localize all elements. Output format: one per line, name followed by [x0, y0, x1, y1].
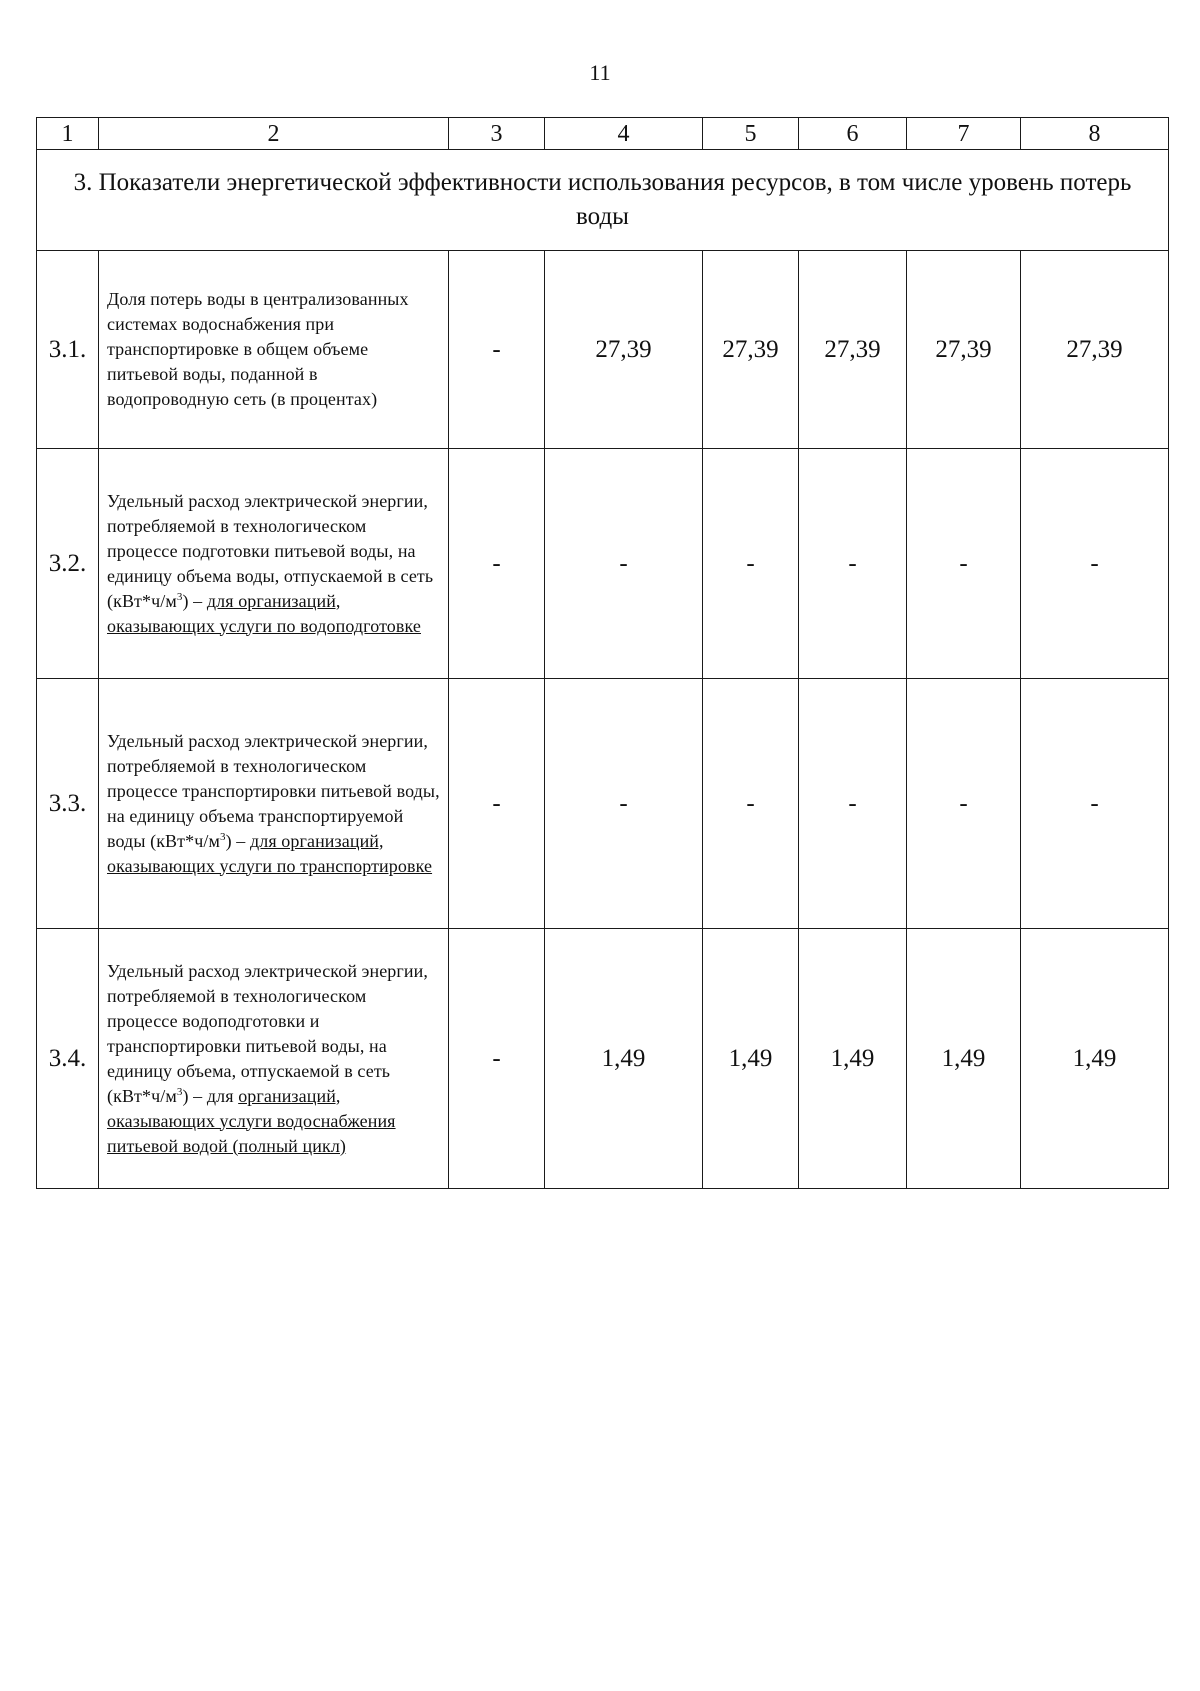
superscript: 3 — [176, 590, 183, 603]
column-number-cell: 1 — [37, 118, 99, 150]
column-number-cell: 5 — [703, 118, 799, 150]
description-text: Удельный расход электрической энергии, потребляемой в технологическом процессе транспортировки питьевой воды, на единицу объема транспортируемой воды (кВт*ч/м — [107, 730, 440, 851]
value-cell: - — [449, 929, 545, 1189]
value-cell: - — [907, 449, 1021, 679]
description-underlined: организаций, оказывающих услуги водоснабжения питьевой водой (полный цикл) — [107, 1085, 396, 1156]
value-cell: 27,39 — [907, 251, 1021, 449]
value-cell: 1,49 — [799, 929, 907, 1189]
row-number: 3.1. — [37, 251, 99, 449]
column-number-row — [37, 118, 1169, 150]
value-cell: - — [1021, 679, 1169, 929]
row-number: 3.3. — [37, 679, 99, 929]
column-number-cell: 6 — [799, 118, 907, 150]
value-cell: - — [799, 679, 907, 929]
value-cell: - — [703, 679, 799, 929]
row-description — [99, 449, 449, 679]
value-cell: - — [799, 449, 907, 679]
description-text: Удельный расход электрической энергии, потребляемой в технологическом процессе водоподготовки и транспортировки питьевой воды, на единицу объема, отпускаемой в сеть (кВт*ч/м — [107, 960, 428, 1106]
value-cell: 1,49 — [1021, 929, 1169, 1189]
table-row — [37, 449, 1169, 679]
value-cell: - — [1021, 449, 1169, 679]
description-text: ) – — [182, 590, 207, 611]
value-cell: - — [545, 679, 703, 929]
column-number-cell: 7 — [907, 118, 1021, 150]
section-header-row — [37, 150, 1169, 251]
value-cell: 27,39 — [703, 251, 799, 449]
value-cell: 1,49 — [545, 929, 703, 1189]
superscript: 3 — [176, 1085, 183, 1098]
row-number: 3.4. — [37, 929, 99, 1189]
value-cell: 27,39 — [545, 251, 703, 449]
page-number: 11 — [589, 60, 611, 85]
section-title: 3. Показатели энергетической эффективности использования ресурсов, в том числе уровень потерь воды — [37, 150, 1169, 251]
indicators-table — [36, 117, 1169, 1189]
description-underlined: для организаций, оказывающих услуги по водоподготовке — [107, 590, 421, 636]
row-description: Доля потерь воды в централизованных системах водоснабжения при транспортировке в общем объеме питьевой воды, поданной в водопроводную сеть (в процентах) — [99, 251, 449, 449]
column-number-cell: 8 — [1021, 118, 1169, 150]
table-row — [37, 929, 1169, 1189]
value-cell: - — [907, 679, 1021, 929]
table-row — [37, 679, 1169, 929]
description-text: ) – — [225, 830, 250, 851]
column-number-cell: 4 — [545, 118, 703, 150]
value-cell: 27,39 — [799, 251, 907, 449]
table-row — [37, 251, 1169, 449]
value-cell: - — [449, 449, 545, 679]
value-cell: - — [449, 251, 545, 449]
value-cell: 27,39 — [1021, 251, 1169, 449]
value-cell: 1,49 — [907, 929, 1021, 1189]
value-cell: - — [703, 449, 799, 679]
column-number-cell: 3 — [449, 118, 545, 150]
superscript: 3 — [219, 830, 226, 843]
value-cell: - — [449, 679, 545, 929]
value-cell: 1,49 — [703, 929, 799, 1189]
column-number-cell: 2 — [99, 118, 449, 150]
row-number: 3.2. — [37, 449, 99, 679]
row-description — [99, 679, 449, 929]
row-description — [99, 929, 449, 1189]
description-text: Удельный расход электрической энергии, потребляемой в технологическом процессе подготовки питьевой воды, на единицу объема воды, отпускаемой в сеть (кВт*ч/м — [107, 490, 434, 611]
value-cell: - — [545, 449, 703, 679]
description-underlined: для организаций, оказывающих услуги по транспортировке — [107, 830, 433, 876]
description-text: ) – для — [182, 1085, 239, 1106]
